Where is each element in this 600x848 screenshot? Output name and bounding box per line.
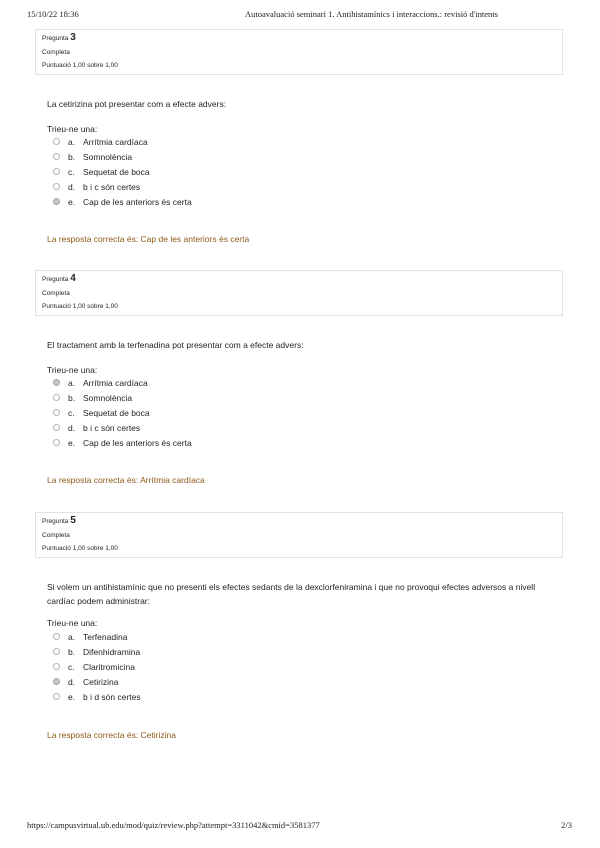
answer-text: Arrítmia cardíaca xyxy=(83,136,148,147)
answer-option[interactable] xyxy=(53,435,192,450)
radio-button[interactable] xyxy=(53,663,60,670)
answer-letter: c. xyxy=(68,166,75,177)
radio-button[interactable] xyxy=(53,693,60,700)
print-header xyxy=(27,9,572,23)
question-grade: Puntuació 1,00 sobre 1,00 xyxy=(42,545,118,552)
question-number-line xyxy=(42,273,76,284)
question-text: El tractament amb la terfenadina pot presentar com a efecte advers: xyxy=(47,340,304,350)
radio-button[interactable] xyxy=(53,168,60,175)
radio-button[interactable] xyxy=(53,648,60,655)
question-label: Pregunta xyxy=(42,276,69,283)
answer-option[interactable] xyxy=(53,659,141,674)
answer-text: Somnolència xyxy=(83,392,133,403)
answer-option[interactable] xyxy=(53,644,141,659)
radio-button[interactable] xyxy=(53,424,60,431)
question-grade: Puntuació 1,00 sobre 1,00 xyxy=(42,62,118,69)
answer-option[interactable] xyxy=(53,149,192,164)
question-state: Completa xyxy=(42,290,70,297)
answer-letter: d. xyxy=(68,676,76,687)
answer-prompt: Trieu-ne una: xyxy=(47,365,98,375)
radio-button[interactable] xyxy=(53,439,60,446)
answer-letter: a. xyxy=(68,136,76,147)
answer-letter: b. xyxy=(68,151,76,162)
answer-letter: b. xyxy=(68,392,76,403)
answer-list xyxy=(53,629,141,704)
answer-option[interactable] xyxy=(53,390,192,405)
radio-button-checked[interactable] xyxy=(53,379,60,386)
print-footer xyxy=(27,820,572,834)
answer-option[interactable] xyxy=(53,375,192,390)
question-number-line xyxy=(42,32,76,43)
answer-text: Sequetat de boca xyxy=(83,407,150,418)
answer-letter: e. xyxy=(68,196,76,207)
answer-prompt: Trieu-ne una: xyxy=(47,124,98,134)
question-state: Completa xyxy=(42,49,70,56)
answer-text: Arrítmia cardíaca xyxy=(83,377,148,388)
answer-text: Terfenadina xyxy=(83,631,128,642)
print-url: https://campusvirtual.ub.edu/mod/quiz/review.php?attempt=3311042&cmid=3581377 xyxy=(27,820,320,830)
answer-text: Claritromicina xyxy=(83,661,135,672)
answer-letter: a. xyxy=(68,377,76,388)
print-title: Autoavaluació seminari 1. Antihistamínics i interaccions.: revisió d'intents xyxy=(245,9,498,19)
answer-text: b i d són certes xyxy=(83,691,141,702)
answer-text: Difenhidramina xyxy=(83,646,141,657)
answer-prompt: Trieu-ne una: xyxy=(47,618,98,628)
answer-option[interactable] xyxy=(53,164,192,179)
answer-letter: e. xyxy=(68,437,76,448)
answer-text: Cap de les anteriors és certa xyxy=(83,437,192,448)
question-number: 3 xyxy=(70,32,76,43)
answer-option[interactable] xyxy=(53,689,141,704)
radio-button[interactable] xyxy=(53,394,60,401)
answer-text: Cetirizina xyxy=(83,676,119,687)
correct-answer-feedback: La resposta correcta és: Cap de les anteriors és certa xyxy=(47,234,250,244)
answer-letter: d. xyxy=(68,181,76,192)
answer-letter: c. xyxy=(68,407,75,418)
answer-list xyxy=(53,375,192,450)
answer-text: Cap de les anteriors és certa xyxy=(83,196,192,207)
question-grade: Puntuació 1,00 sobre 1,00 xyxy=(42,303,118,310)
answer-letter: b. xyxy=(68,646,76,657)
answer-text: Somnolència xyxy=(83,151,133,162)
answer-letter: c. xyxy=(68,661,75,672)
radio-button[interactable] xyxy=(53,138,60,145)
answer-letter: d. xyxy=(68,422,76,433)
answer-text: Sequetat de boca xyxy=(83,166,150,177)
radio-button[interactable] xyxy=(53,153,60,160)
question-state: Completa xyxy=(42,532,70,539)
correct-answer-feedback: La resposta correcta és: Arrítmia cardíaca xyxy=(47,475,205,485)
answer-option[interactable] xyxy=(53,134,192,149)
answer-list xyxy=(53,134,192,209)
answer-option[interactable] xyxy=(53,629,141,644)
question-label: Pregunta xyxy=(42,35,69,42)
question-info-box xyxy=(35,512,563,558)
question-number: 5 xyxy=(70,515,76,526)
answer-option[interactable] xyxy=(53,405,192,420)
radio-button[interactable] xyxy=(53,183,60,190)
answer-option[interactable] xyxy=(53,179,192,194)
radio-button[interactable] xyxy=(53,633,60,640)
answer-letter: e. xyxy=(68,691,76,702)
answer-letter: a. xyxy=(68,631,76,642)
radio-button-checked[interactable] xyxy=(53,678,60,685)
answer-option[interactable] xyxy=(53,194,192,209)
radio-button-checked[interactable] xyxy=(53,198,60,205)
answer-option[interactable] xyxy=(53,420,192,435)
question-info-box xyxy=(35,29,563,75)
question-text: La cetirizina pot presentar com a efecte advers: xyxy=(47,99,227,109)
answer-option[interactable] xyxy=(53,674,141,689)
correct-answer-feedback: La resposta correcta és: Cetirizina xyxy=(47,730,176,740)
question-text: Si volem un antihistamínic que no presenti els efectes sedants de la dexclorfeniramina i que no provoqui efectes adversos a nivell cardíac podem administrar: xyxy=(47,582,536,606)
question-number: 4 xyxy=(70,273,76,284)
answer-text: b i c són certes xyxy=(83,422,141,433)
print-datetime: 15/10/22 18:36 xyxy=(27,9,79,19)
radio-button[interactable] xyxy=(53,409,60,416)
print-page-number: 2/3 xyxy=(561,820,572,830)
question-number-line xyxy=(42,515,76,526)
question-info-box xyxy=(35,270,563,316)
question-label: Pregunta xyxy=(42,518,69,525)
answer-text: b i c són certes xyxy=(83,181,141,192)
